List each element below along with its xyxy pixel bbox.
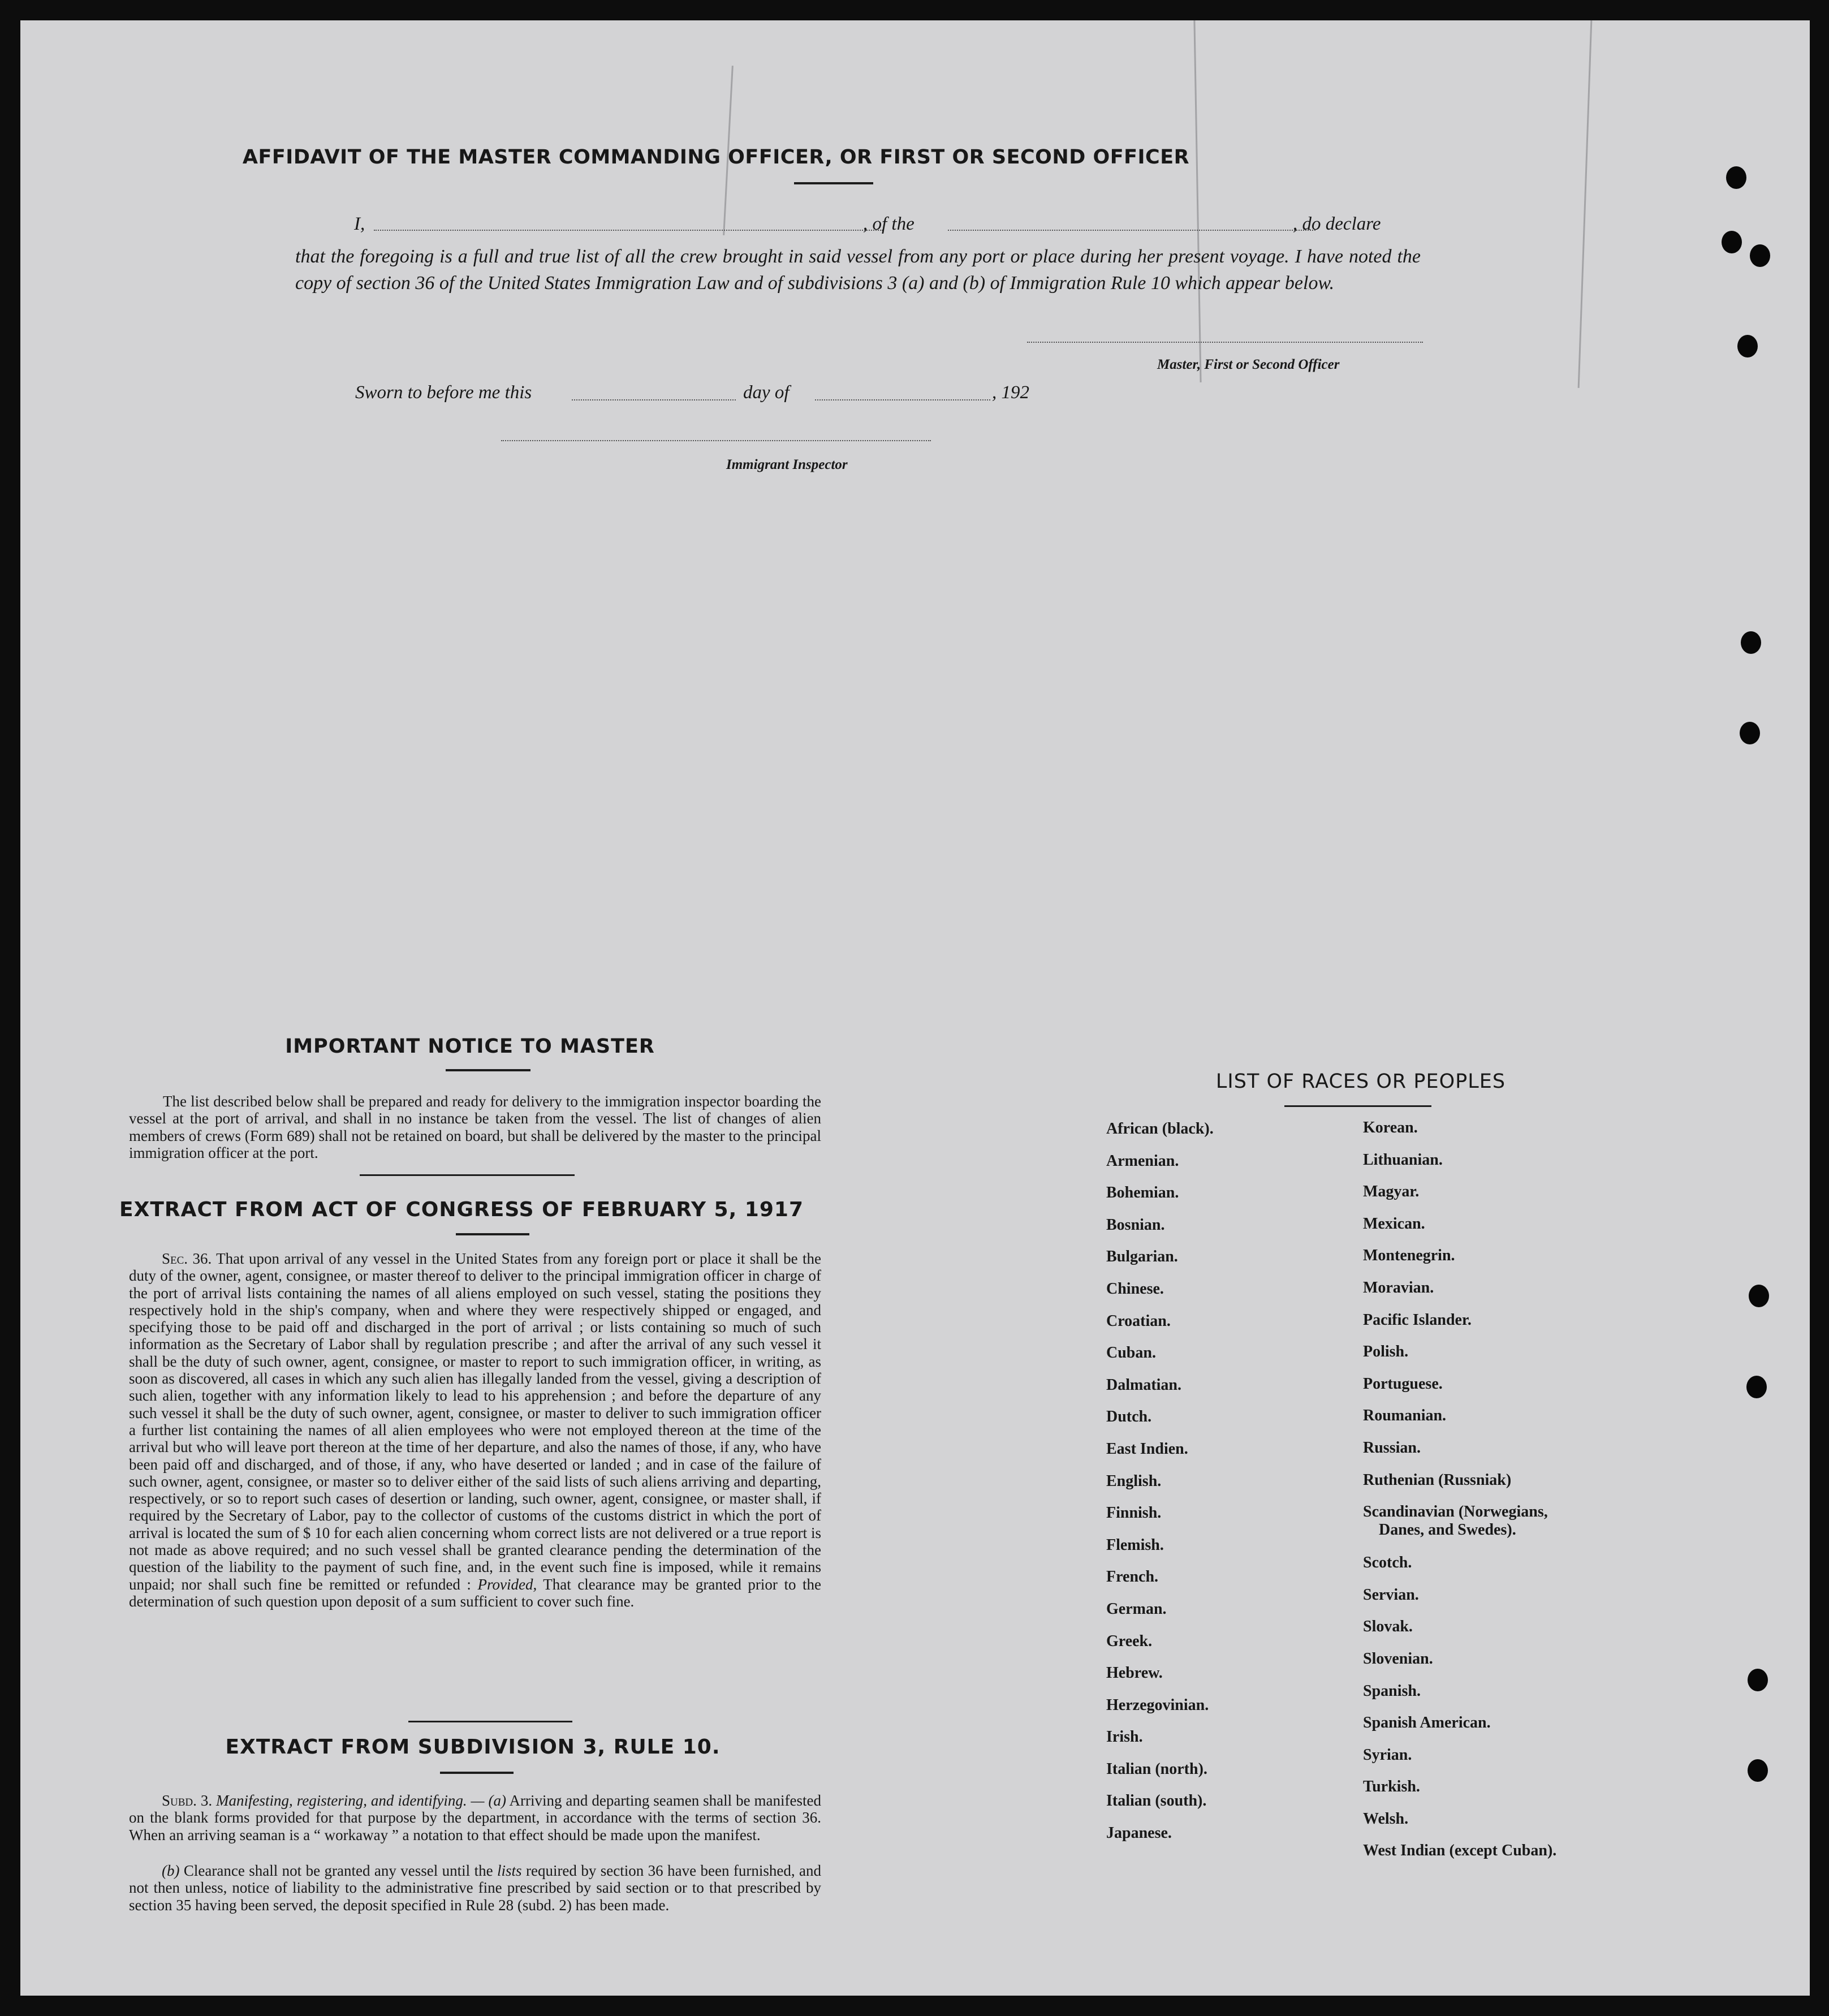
race-item: Slovenian. <box>1363 1649 1433 1668</box>
sworn-day-blank[interactable] <box>572 399 736 400</box>
race-item: Dutch. <box>1106 1408 1152 1426</box>
paper-crease <box>1578 20 1593 388</box>
act-underline <box>456 1233 529 1235</box>
race-item: Syrian. <box>1363 1746 1412 1764</box>
race-item: Flemish. <box>1106 1536 1164 1554</box>
rule-a-text: Arriving and departing seamen shall be manifested on the blank forms provided for that purpose by the department, in accordance with the terms of section 36. When an arriving seaman is a “ workaway ” a notation to that effect should be made upon the manifest. <box>129 1792 822 1843</box>
race-item: Portuguese. <box>1363 1375 1443 1393</box>
race-item: Mexican. <box>1363 1214 1425 1233</box>
race-item: Ruthenian (Russniak) <box>1363 1471 1512 1489</box>
race-item: Lithuanian. <box>1363 1151 1443 1169</box>
race-item: French. <box>1106 1568 1159 1586</box>
race-item: West Indian (except Cuban). <box>1363 1842 1557 1860</box>
rule-b-label: (b) <box>162 1862 180 1879</box>
rule-b-text-2: required by section 36 have been furnished, and not then unless, notice of liability to the administrative fine prescribed by said section or to that prescribed by section 35 having been served, the deposit specified in Rule 28 (subd. 2) has been made. <box>129 1862 821 1914</box>
act-title: EXTRACT FROM ACT OF CONGRESS OF FEBRUARY 5, 1917 <box>119 1198 804 1221</box>
notice-underline <box>446 1069 530 1071</box>
race-item: Italian (south). <box>1106 1792 1207 1810</box>
affidavit-do-declare: , do declare <box>1293 214 1381 234</box>
race-item: Italian (north). <box>1106 1760 1207 1778</box>
race-item: Scotch. <box>1363 1554 1412 1572</box>
race-item: Bulgarian. <box>1106 1248 1178 1266</box>
title-underline <box>794 182 873 184</box>
race-item: Korean. <box>1363 1119 1418 1136</box>
races-title: LIST OF RACES OR PEOPLES <box>1215 1070 1506 1093</box>
paper-crease <box>1193 20 1201 382</box>
year-text: , 192 <box>992 382 1029 403</box>
day-of-text: day of <box>743 382 790 403</box>
punch-hole <box>1750 244 1770 267</box>
race-item: Russian. <box>1363 1438 1421 1457</box>
act-section-label: Sec. 36. <box>162 1250 212 1267</box>
vessel-blank[interactable] <box>948 230 1315 231</box>
document-page <box>20 20 1810 1996</box>
punch-hole <box>1726 166 1746 189</box>
affidavit-title: AFFIDAVIT OF THE MASTER COMMANDING OFFICER, OR FIRST OR SECOND OFFICER <box>242 146 1190 169</box>
rule-title: EXTRACT FROM SUBDIVISION 3, RULE 10. <box>225 1735 721 1759</box>
race-item: East Indien. <box>1106 1440 1188 1458</box>
races-right-column <box>1363 1119 1623 1874</box>
race-item: Armenian. <box>1106 1152 1179 1170</box>
race-item: Pacific Islander. <box>1363 1311 1472 1329</box>
officer-signature-line[interactable] <box>1027 342 1423 343</box>
races-left-column <box>1106 1120 1366 1856</box>
rule-subd-a <box>129 1792 821 1843</box>
race-item: Moravian. <box>1363 1278 1434 1296</box>
rule-b-text-1: Clearance shall not be granted any vessel until the <box>183 1862 493 1879</box>
signature-label: Master, First or Second Officer <box>1157 357 1340 372</box>
affidavit-i: I, <box>354 214 365 234</box>
rule-a-label: (a) <box>488 1792 507 1809</box>
race-item: Bohemian. <box>1106 1184 1179 1202</box>
race-item: Croatian. <box>1106 1312 1171 1330</box>
rule-subd-b <box>129 1862 821 1914</box>
race-item: Chinese. <box>1106 1280 1164 1298</box>
punch-hole <box>1722 231 1742 253</box>
affidavit-body: that the foregoing is a full and true list of all the crew brought in said vessel from any port or place during her present voyage. I have noted the copy of section 36 of the United States Immigration Law and of subdivisions 3 (a) and (b) of Immigration Rule 10 which appear below. <box>295 246 1421 294</box>
punch-hole <box>1741 631 1761 654</box>
act-provided: Provided, <box>477 1575 537 1593</box>
race-item: Finnish. <box>1106 1504 1162 1522</box>
punch-hole <box>1737 335 1758 357</box>
inspector-label: Immigrant Inspector <box>726 457 848 472</box>
rule-subd-label: Subd. 3. <box>162 1792 213 1809</box>
sworn-text: Sworn to before me this <box>355 382 532 403</box>
race-item: Cuban. <box>1106 1344 1156 1362</box>
race-item: Spanish American. <box>1363 1714 1491 1732</box>
races-underline <box>1284 1105 1431 1107</box>
race-item: Scandinavian (Norwegians, <box>1363 1503 1548 1521</box>
punch-hole <box>1746 1376 1767 1398</box>
punch-hole <box>1748 1759 1768 1782</box>
act-divider <box>408 1721 572 1722</box>
race-item-continued: Danes, and Swedes). <box>1379 1521 1516 1539</box>
notice-divider <box>360 1174 575 1176</box>
affidavit-of-the: , of the <box>863 214 914 234</box>
race-item: Irish. <box>1106 1728 1143 1746</box>
act-body: That upon arrival of any vessel in the United States from any foreign port or place it shall be the duty of the owner, agent, consignee, or master thereof to deliver to the principal immigration officer in charge of the port of arrival lists containing the names of all aliens employed on such vessel, stating the positions they respectively hold in the ship's company, when and where they were respectively shipped or engaged, and specifying those to be paid off and discharged in the port of arrival ; or lists containing so much of such information as the Secretary of Labor shall by regulation prescribe ; and after the arrival of any such vessel it shall be the duty of such owner, agent, consignee, or master to report to such immigration officer, in writing, as soon as discovered, all cases in which any such alien has illegally landed from the vessel, giving a description of such alien, together with any information likely to lead to his apprehension ; and before the departure of any such vessel it shall be the duty of such owner, agent, consignee, or master to deliver to such immigration officer a further list containing the names of all alien employees who were not employed thereon at the time of the arrival but who will leave port thereon at the time of her departure, and also the names of those, if any, who have been paid off and discharged, and of those, if any, who have deserted or landed ; and in case of the failure of such owner, agent, consignee, or master so to deliver either of the said lists of such aliens arriving and departing, respectively, or so to report such cases of desertion or landing, such owner, agent, consignee, or master shall, if required by the Secretary of Labor, pay to the collector of customs of the customs district in which the port of arrival is located the sum of $ 10 for each alien concerning whom correct lists are not delivered or a true report is not made as above required; and no such vessel shall be granted clearance pending the determination of the question of the liability to the payment of such fine, and, in the event such fine is imposed, while it remains unpaid; nor shall such fine be remitted or refunded : <box>129 1250 821 1593</box>
sworn-month-blank[interactable] <box>815 399 990 400</box>
race-item: Polish. <box>1363 1343 1409 1361</box>
race-item: Spanish. <box>1363 1682 1421 1700</box>
race-item: African (black). <box>1106 1120 1214 1138</box>
race-item: Magyar. <box>1363 1183 1420 1201</box>
race-item: Greek. <box>1106 1632 1153 1650</box>
race-item: Slovak. <box>1363 1618 1413 1636</box>
race-item: Bosnian. <box>1106 1216 1165 1234</box>
rule-subd-heading: Manifesting, registering, and identifying. — <box>216 1792 485 1809</box>
inspector-signature-line[interactable] <box>501 440 931 441</box>
punch-hole <box>1740 722 1760 744</box>
punch-hole <box>1748 1669 1768 1691</box>
race-item: Montenegrin. <box>1363 1247 1455 1265</box>
race-item: Welsh. <box>1363 1810 1409 1828</box>
race-item: Turkish. <box>1363 1778 1420 1796</box>
notice-text: The list described below shall be prepared and ready for delivery to the immigration inspector boarding the vessel at the port of arrival, and shall in no instance be taken from the vessel. The list of changes of alien members of crews (Form 689) shall not be retained on board, but shall be delivered by the master to the principal immigration officer at the port. <box>129 1093 821 1161</box>
race-item: Roumanian. <box>1363 1407 1447 1425</box>
name-blank[interactable] <box>374 230 883 231</box>
notice-title: IMPORTANT NOTICE TO MASTER <box>285 1035 655 1058</box>
race-item: Servian. <box>1363 1586 1419 1604</box>
race-item: Hebrew. <box>1106 1664 1163 1682</box>
race-item: Japanese. <box>1106 1824 1172 1842</box>
race-item: German. <box>1106 1600 1167 1618</box>
act-body-end: That clearance may be granted prior to the determination of such question upon deposit of a sum sufficient to cover such fine. <box>129 1575 821 1610</box>
race-item: Dalmatian. <box>1106 1376 1181 1394</box>
race-item: English. <box>1106 1472 1162 1490</box>
rule-underline <box>440 1772 514 1774</box>
act-section-text <box>129 1250 821 1610</box>
race-item: Herzegovinian. <box>1106 1696 1209 1714</box>
punch-hole <box>1749 1285 1769 1307</box>
rule-b-lists: lists <box>497 1862 522 1879</box>
